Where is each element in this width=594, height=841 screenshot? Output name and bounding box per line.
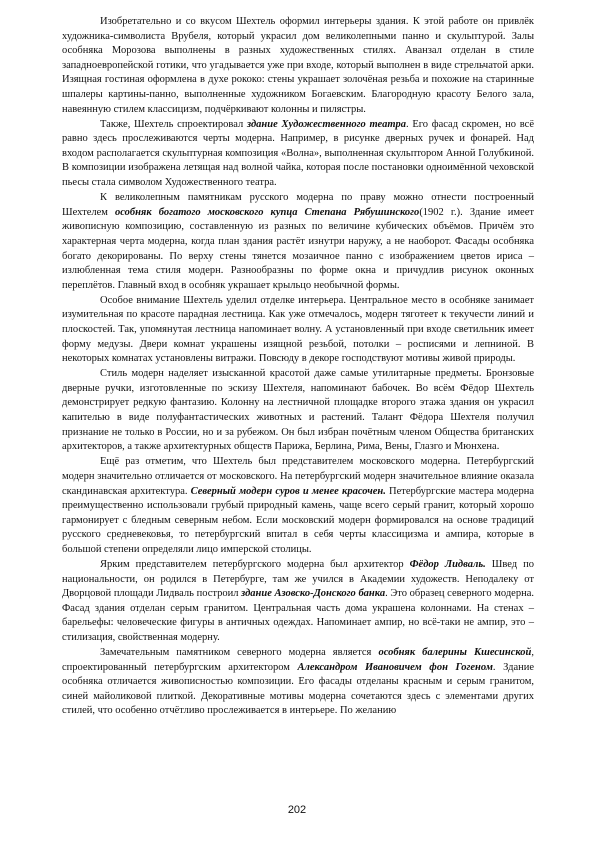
text-run: К великолепным памятникам русского модерна по праву можно отнести построенный Шехтелем <box>62 192 534 218</box>
emphasized-text: здание Художественного театра <box>246 118 406 130</box>
paragraph <box>62 558 534 646</box>
paragraph <box>62 191 534 293</box>
paragraph <box>62 367 534 455</box>
text-run: Стиль модерн наделяет изысканной красотой даже самые утилитарные предметы. Бронзовые дверные ручки, изготовленные по эскизу Шехтеля, напоминают бабочек. Во всём Фёдор Шехтель демонстрирует редкую фантазию. Колонну на лестничной площадке второго этажа здания он украсил капителью в виде полуфантастических животных и растений. Талант Фёдора Шехтеля получил признание не только в России, но и за рубежом. Он был избран почётным членом Общества британских архитекторов, а также архитектурных обществ Парижа, Берлина, Рима, Вены, Глазго и Мюнхена. <box>62 368 534 453</box>
paragraph <box>62 118 534 191</box>
text-run: Особое внимание Шехтель уделил отделке интерьера. Центральное место в особняке занимает изумительная по красоте парадная лестница. Как уже отмечалось, модерн тяготеет к текучести линий и плоскостей. Так, упомянутая лестница напоминает волну. А установленный при входе светильник имеет форму медузы. Двери комнат украшены изящной резьбой, потолки – росписями и лепниной. В некоторых комнатах установлены витражи. Повсюду в декоре господствуют мотивы живой природы. <box>62 294 534 365</box>
emphasized-text: Фёдор Лидваль. <box>409 558 486 570</box>
text-run: Петербургские мастера модерна преимущественно использовали грубый природный камень, чаще всего серый гранит, который хорошо гармонирует с бледным северным небом. Если московский модерн формировался на основе традиций русского средневековья, то петербургский впитал в себя черты классицизма и ампира, которые в большой степени определяли лицо имперской столицы. <box>62 485 535 555</box>
text-run: Изобретательно и со вкусом Шехтель оформил интерьеры здания. К этой работе он привлёк художника-символиста Врубеля, который украсил дом великолепными панно и скульптурой. Залы особняка Морозова выполнены в разных художественных стилях. Аванзал отделан в стиле западноевропейской готики, что угадывается уже при входе, который выполнен в виде стрельчатой арки. Изящная гостиная оформлена в духе рококо: стены украшает золочёная резьба и похожие на старинные шпалеры картины-панно, выполненные художником Богаевским. Благородную красоту Белого зала, навеянную стилем классицизм, подчёркивают колонны и пилястры. <box>62 16 534 115</box>
page-number: 202 <box>287 804 307 816</box>
emphasized-text: Северный модерн суров и менее красочен. <box>190 485 386 497</box>
text-run: , спроектированный петербургским архитектором <box>62 647 534 673</box>
emphasized-text: Александром Ивановичем фон Гогеном <box>297 661 493 673</box>
text-run: Швед по национальности, он родился в Петербурге, там же учился в Академии художеств. Неподалеку от Дворцовой площади Лидваль построил <box>62 558 534 600</box>
text-run: Ярким представителем петербургского модерна был архитектор <box>100 558 410 570</box>
paragraph <box>62 646 534 719</box>
emphasized-text: особняк богатого московского купца Степана Рябушинского <box>114 206 420 218</box>
emphasized-text: особняк балерины Кшесинской <box>378 647 532 659</box>
emphasized-text: здание Азовско-Донского банка <box>241 588 386 600</box>
text-run: . Это образец северного модерна. Фасад здания отделан серым гранитом. Центральная часть дома украшена колоннами. На стенах – барельефы: человеческие фигуры в античных одеждах. Напоминает ампир, но всё-таки не ампир, это – стилизация, свойственная модерну. <box>62 588 534 643</box>
paragraph <box>62 15 534 117</box>
document-body <box>62 15 534 720</box>
paragraph <box>62 455 534 557</box>
text-run: Замечательным памятником северного модерна является <box>100 647 379 659</box>
text-run: Ещё раз отметим, что Шехтель был представителем московского модерна. Петербургский модерн значительно отличается от московского. На петербургский модерн значительное влияние оказала скандинавская архитектура. <box>62 456 534 497</box>
paragraph <box>62 294 534 367</box>
text-run: . Его фасад скромен, но всё равно здесь прослеживаются черты модерна. Например, в рисунке дверных ручек и фонарей. Над входом располагается скульптурная композиция «Волна», выполненная скульптором Анной Голубкиной. В композиции изображена летящая над волной чайка, которая после постановки одноимённой чеховской пьесы стала символом Художественного театра. <box>62 118 534 189</box>
text-run: . Здание особняка отличается живописностью композиции. Его фасады отделаны красным и серым гранитом, синей майоликовой плиткой. Декоративные мотивы модерна сочетаются здесь с элементами других стилей, что особенно отчётливо прослеживается в интерьере. По желанию <box>62 661 535 717</box>
text-run: Также, Шехтель спроектировал <box>100 118 247 130</box>
text-run: (1902 г.). Здание имеет живописную композицию, составленную из разных по величине кубических объёмов. Причём это характерная черта модерна, когда план здания растёт изнутри наружу, а не наоборот. Фасады особняка богато декорированы. По верху стены тянется мозаичное панно с изображением цветов ириса – излюбленная тема стиля модерн. Разнообразны по форме окна и причудлив рисунок оконных переплётов. Главный вход в особняк украшает крыльцо необычной формы. <box>62 206 534 291</box>
